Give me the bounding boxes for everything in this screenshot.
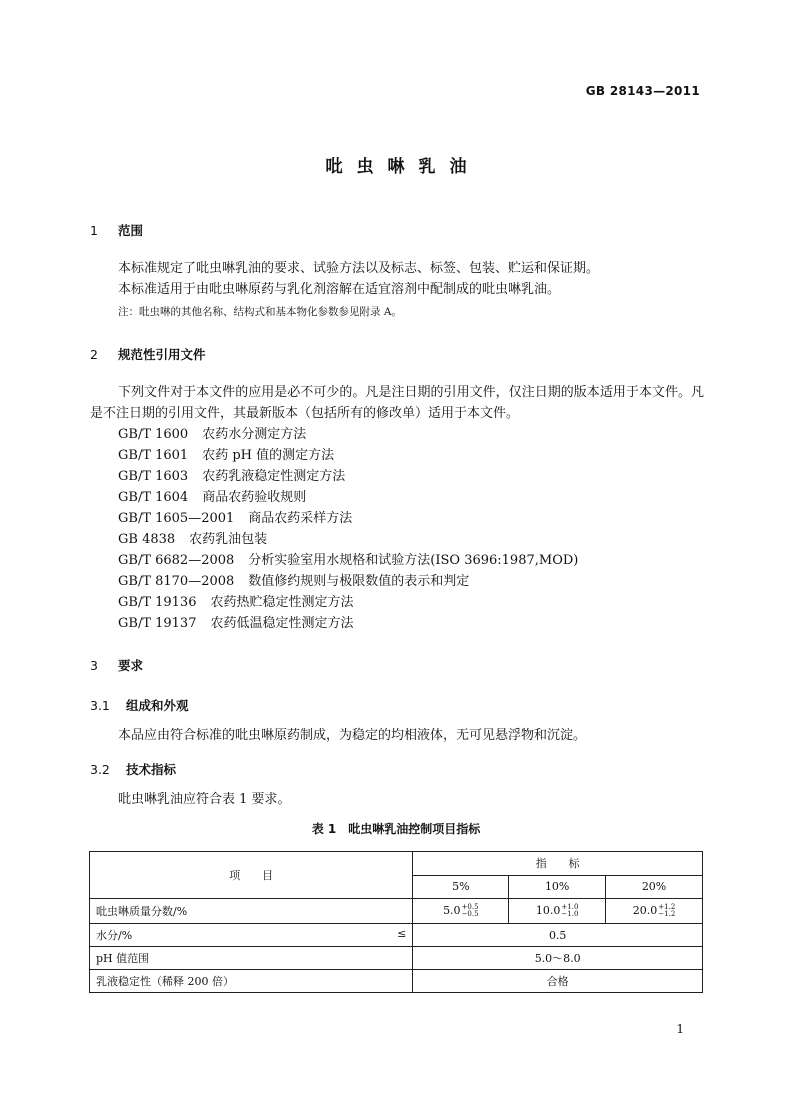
table-row [90,899,703,924]
scope-paragraph-2: 本标准适用于由吡虫啉原药与乳化剂溶解在适宜溶剂中配制成的吡虫啉乳油。 [118,282,561,297]
section-title: 要求 [118,658,144,673]
section-number: 1 [90,223,98,238]
water-value: 0.5 [413,924,703,947]
tolerance [561,904,578,918]
tolerance [462,904,479,918]
list-item [118,487,578,508]
value-base: 10.0 [535,904,561,917]
section-number: 3.2 [90,762,110,777]
reference-code: GB 4838 [118,532,176,547]
table-row [90,947,703,970]
list-item [118,571,578,592]
reference-code: GB/T 1605—2001 [118,511,235,526]
reference-code: GB/T 1601 [118,448,189,463]
value-base: 20.0 [632,904,658,917]
reference-title: 商品农药验收规则 [202,490,307,505]
row-label [90,924,413,947]
section-3-heading [90,656,143,674]
reference-title: 农药热贮稳定性测定方法 [210,595,354,610]
row-label: pH 值范围 [90,947,413,970]
table-row [90,924,703,947]
reference-code: GB/T 1604 [118,490,189,505]
header-item-cell: 项 目 [90,852,413,899]
reference-code: GB/T 19136 [118,595,197,610]
tolerance-lower: −0.5 [461,910,479,918]
section-2-heading [90,345,206,363]
content-value-10 [509,899,606,924]
reference-code: GB/T 6682—2008 [118,553,235,568]
tolerance [658,904,675,918]
tolerance-upper: +0.5 [461,903,479,911]
section-3-1-heading [90,696,189,714]
reference-code: GB/T 19137 [118,616,197,631]
reference-title: 分析实验室用水规格和试验方法(ISO 3696:1987,MOD) [248,553,579,568]
reference-code: GB/T 1603 [118,469,189,484]
reference-code: GB/T 8170—2008 [118,574,235,589]
header-index-cell: 指 标 [413,852,703,876]
list-item [118,550,578,571]
list-item [118,529,578,550]
reference-list [118,424,578,634]
list-item [118,445,578,466]
list-item [118,613,578,634]
scope-note: 注：吡虫啉的其他名称、结构式和基本物化参数参见附录 A。 [118,306,402,318]
technical-index-paragraph: 吡虫啉乳油应符合表 1 要求。 [118,792,291,807]
tolerance-lower: −1.2 [658,910,676,918]
section-title: 技术指标 [126,762,177,777]
list-item [118,424,578,445]
grade-10-cell: 10% [509,875,606,899]
spec-table [89,851,703,993]
section-number: 3.1 [90,698,110,713]
section-title: 组成和外观 [126,698,189,713]
ph-value: 5.0～8.0 [413,947,703,970]
grade-5-cell: 5% [413,875,509,899]
page-number: 1 [676,1022,684,1036]
list-item [118,508,578,529]
content-value-5 [413,899,509,924]
row-label: 吡虫啉质量分数/% [90,899,413,924]
leq-symbol: ≤ [397,927,407,940]
references-intro: 下列文件对于本文件的应用是必不可少的。凡是注日期的引用文件，仅注日期的版本适用于本文件。凡是不注日期的引用文件，其最新版本（包括所有的修改单）适用于本文件。 [90,385,704,421]
tolerance-upper: +1.2 [658,903,676,911]
reference-title: 农药乳液稳定性测定方法 [202,469,346,484]
section-title: 范围 [118,223,144,238]
reference-title: 数值修约规则与极限数值的表示和判定 [248,574,470,589]
reference-title: 农药乳油包装 [189,532,268,547]
row-label-text: 水分/% [96,929,133,942]
standard-code: GB 28143—2011 [585,84,700,98]
grade-20-cell: 20% [606,875,703,899]
document-title: 吡虫啉乳油 [325,157,481,177]
tolerance-upper: +1.0 [561,903,579,911]
list-item [118,592,578,613]
composition-paragraph: 本品应由符合标准的吡虫啉原药制成，为稳定的均相液体，无可见悬浮物和沉淀。 [118,728,587,743]
row-label: 乳液稳定性（稀释 200 倍） [90,970,413,993]
section-3-2-heading [90,760,176,778]
scope-paragraph-1: 本标准规定了吡虫啉乳油的要求、试验方法以及标志、标签、包装、贮运和保证期。 [118,261,600,276]
section-number: 3 [90,658,98,673]
section-title: 规范性引用文件 [118,347,206,362]
section-number: 2 [90,347,98,362]
reference-title: 农药低温稳定性测定方法 [210,616,354,631]
section-1-heading [90,221,143,239]
reference-title: 农药水分测定方法 [202,427,307,442]
reference-code: GB/T 1600 [118,427,189,442]
table-row [90,970,703,993]
value-base: 5.0 [443,904,461,917]
emulsion-value: 合格 [413,970,703,993]
list-item [118,466,578,487]
reference-title: 农药 pH 值的测定方法 [202,448,335,463]
content-value-20 [606,899,703,924]
reference-title: 商品农药采样方法 [248,511,353,526]
tolerance-lower: −1.0 [561,910,579,918]
table-caption: 表 1 吡虫啉乳油控制项目指标 [311,822,481,836]
